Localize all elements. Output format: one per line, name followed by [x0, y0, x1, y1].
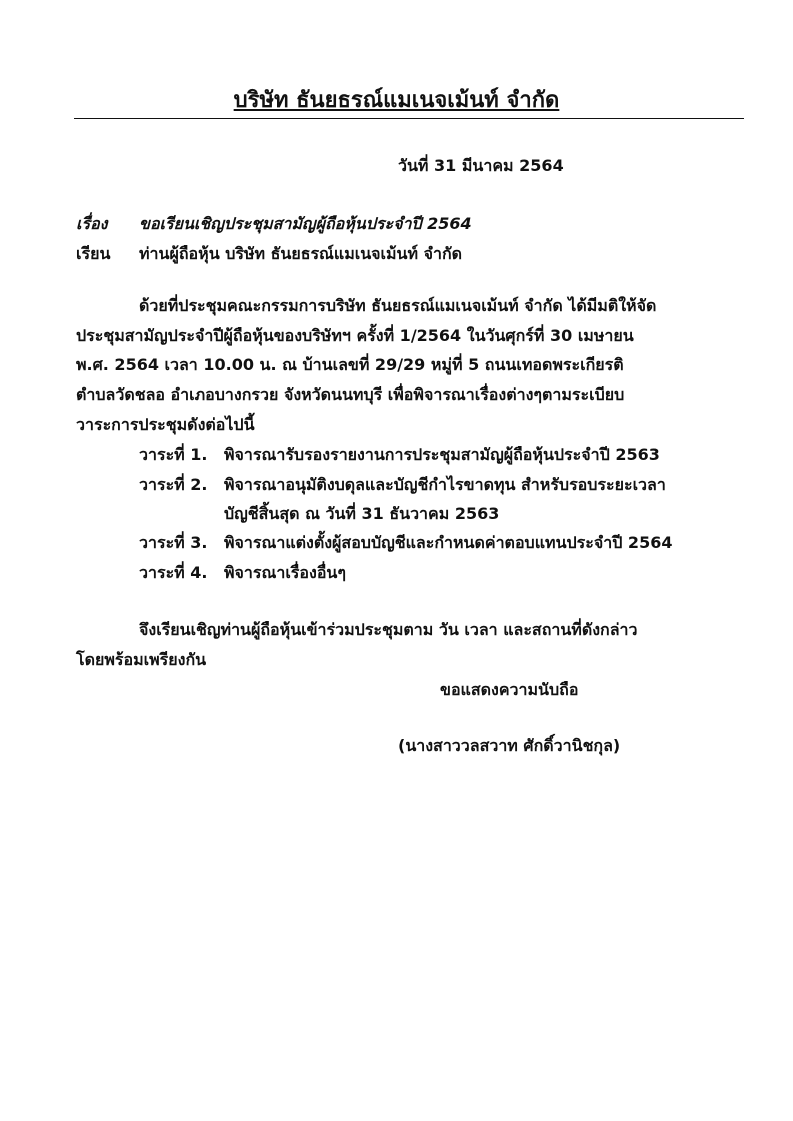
subject-label: เรื่อง — [76, 214, 108, 233]
company-title: บริษัท ธันยธรณ์แมเนจเม้นท์ จำกัด — [233, 88, 560, 113]
body-line-3: พ.ศ. 2564 เวลา 10.00 น. ณ บ้านเลขที่ 29/29 หมู่ที่ 5 ถนนเทอดพระเกียรติ — [76, 355, 624, 374]
body-line-4: ตำบลวัดชลอ อำเภอบางกรวย จังหวัดนนทบุรี เพื่อพิจารณาเรื่องต่างๆตามระเบียบ — [76, 385, 625, 404]
agenda-text: พิจารณาเรื่องอื่นๆ — [224, 563, 346, 582]
agenda-text: พิจารณาอนุมัติงบดุลและบัญชีกำไรขาดทุน สำหรับรอบระยะเวลา — [224, 475, 666, 494]
body-line-2: ประชุมสามัญประจำปีผู้ถือหุ้นของบริษัทฯ ครั้งที่ 1/2564 ในวันศุกร์ที่ 30 เมษายน — [76, 326, 634, 345]
regards: ขอแสดงความนับถือ — [440, 680, 579, 699]
agenda-text: พิจารณาแต่งตั้งผู้สอบบัญชีและกำหนดค่าตอบแทนประจำปี 2564 — [224, 533, 673, 552]
agenda-text-continued: บัญชีสิ้นสุด ณ วันที่ 31 ธันวาคม 2563 — [224, 504, 500, 523]
subject-text: ขอเรียนเชิญประชุมสามัญผู้ถือหุ้นประจำปี 2564 — [139, 214, 472, 233]
body-line-1: ด้วยที่ประชุมคณะกรรมการบริษัท ธันยธรณ์แมเนจเม้นท์ จำกัด ได้มีมติให้จัด — [139, 296, 657, 315]
signatory-name: (นางสาววลสวาท ศักดิ์วานิชกุล) — [398, 736, 621, 755]
recipient-label: เรียน — [76, 244, 111, 263]
agenda-number: วาระที่ 4. — [139, 563, 208, 582]
agenda-number: วาระที่ 2. — [139, 475, 208, 494]
closing-line-2: โดยพร้อมเพรียงกัน — [76, 650, 207, 669]
agenda-number: วาระที่ 1. — [139, 445, 208, 464]
date-line: วันที่ 31 มีนาคม 2564 — [398, 156, 564, 175]
header-divider — [74, 118, 744, 119]
closing-line-1: จึงเรียนเชิญท่านผู้ถือหุ้นเข้าร่วมประชุมตาม วัน เวลา และสถานที่ดังกล่าว — [139, 620, 638, 639]
agenda-number: วาระที่ 3. — [139, 533, 208, 552]
recipient-text: ท่านผู้ถือหุ้น บริษัท ธันยธรณ์แมเนจเม้นท์ จำกัด — [139, 244, 463, 263]
body-line-5: วาระการประชุมดังต่อไปนี้ — [76, 415, 255, 434]
agenda-text: พิจารณารับรองรายงานการประชุมสามัญผู้ถือหุ้นประจำปี 2563 — [224, 445, 660, 464]
